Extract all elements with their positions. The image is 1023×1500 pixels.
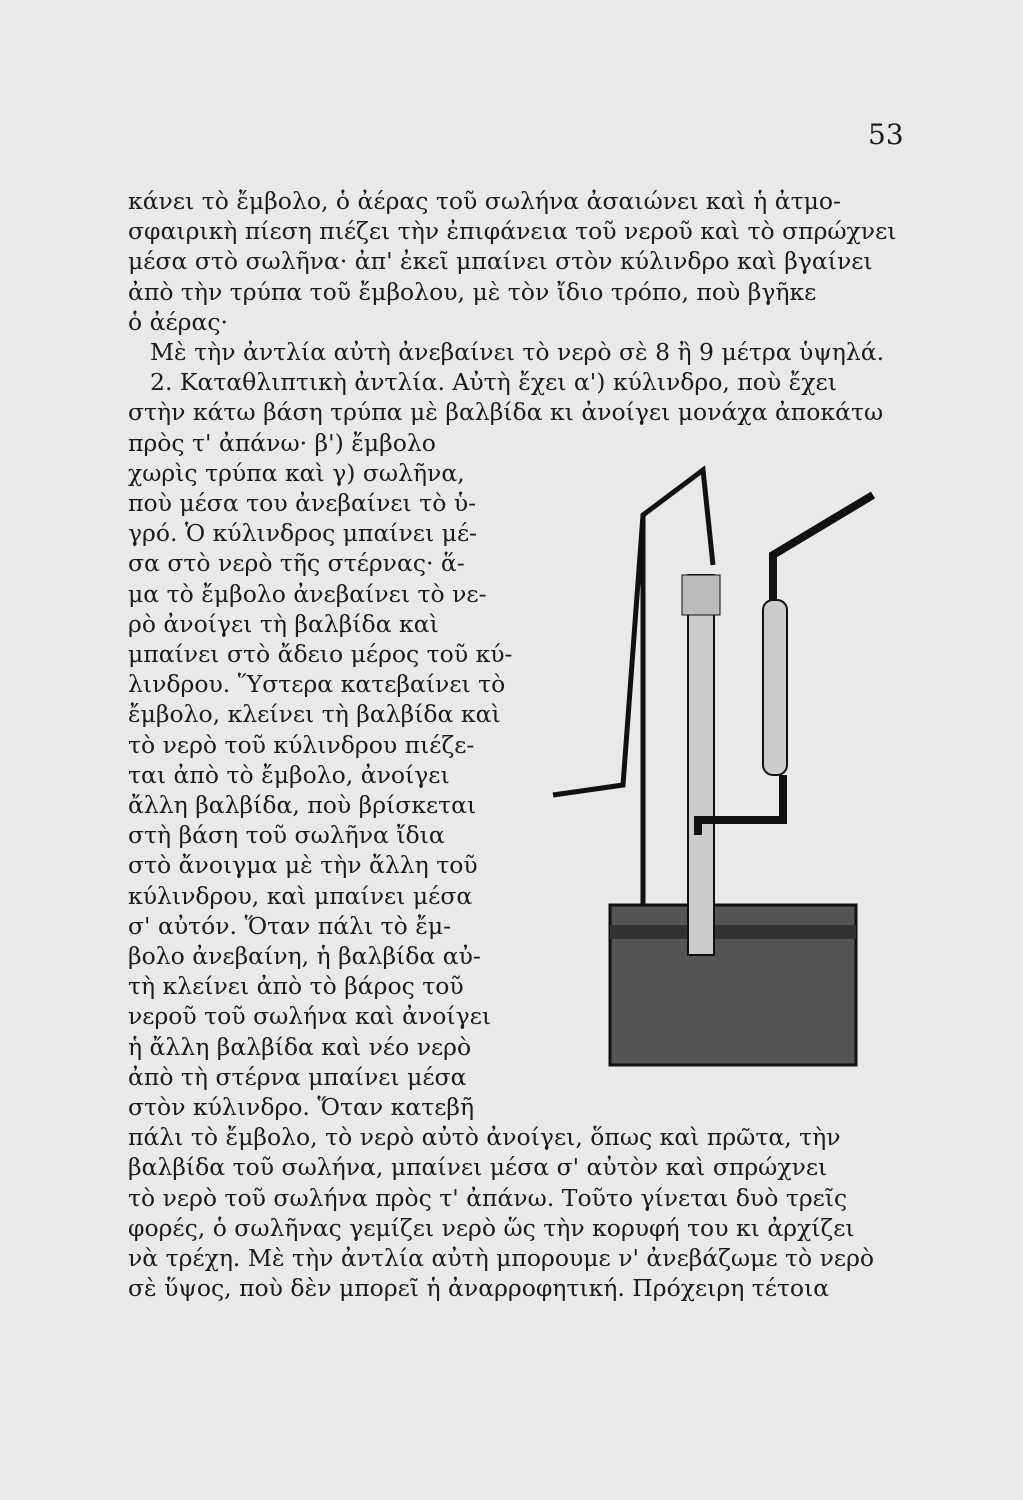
text-line: ἔμβολο, κλείνει τὴ βαλβίδα καὶ bbox=[128, 700, 501, 729]
text-line: κύλινδρου, καὶ μπαίνει μέσα bbox=[128, 881, 473, 910]
text-line: λινδρου. Ὕστερα κατεβαίνει τὸ bbox=[128, 670, 506, 699]
text-line: φορές, ὁ σωλῆνας γεμίζει νερὸ ὥς τὴν κορυφή του κι ἀρχίζει bbox=[128, 1213, 855, 1242]
text-line: στὴ βάση τοῦ σωλῆνα ἴδια bbox=[128, 821, 445, 850]
text-line: τὸ νερὸ τοῦ σωλήνα πρὸς τ' ἀπάνω. Τοῦτο γίνεται δυὸ τρεῖς bbox=[128, 1183, 848, 1212]
text-line: ται ἀπὸ τὸ ἔμβολο, ἀνοίγει bbox=[128, 760, 450, 789]
text-line: 2. Καταθλιπτικὴ ἀντλία. Αὐτὴ ἔχει α') κύλινδρο, ποὺ ἔχει bbox=[150, 368, 837, 397]
text-line: στὸ ἄνοιγμα μὲ τὴν ἄλλη τοῦ bbox=[128, 851, 478, 880]
text-line: Μὲ τὴν ἀντλία αὐτὴ ἀνεβαίνει τὸ νερὸ σὲ 8 ἢ 9 μέτρα ὑψηλά. bbox=[150, 338, 885, 366]
text-line: ἀπὸ τὴ στέρνα μπαίνει μέσα bbox=[128, 1062, 467, 1091]
text-line: χωρὶς τρύπα καὶ γ) σωλῆνα, bbox=[128, 458, 465, 487]
text-line: ποὺ μέσα του ἀνεβαίνει τὸ ὑ- bbox=[128, 489, 477, 517]
text-line: σὲ ὕψος, ποὺ δὲν μπορεῖ ἡ ἀναρροφητική. Πρόχειρη τέτοια bbox=[128, 1274, 830, 1303]
text-line: στὴν κάτω βάση τρύπα μὲ βαλβίδα κι ἀνοίγει μονάχα ἀποκάτω bbox=[128, 398, 884, 427]
text-line: τὴ κλείνει ἀπὸ τὸ βάρος τοῦ bbox=[128, 972, 464, 1001]
text-line: ὁ ἀέρας· bbox=[128, 307, 228, 336]
text-line: βολο ἀνεβαίνη, ἡ βαλβίδα αὐ- bbox=[128, 942, 481, 970]
text-line: ἀπὸ τὴν τρύπα τοῦ ἔμβολου, μὲ τὸν ἴδιο τρόπο, ποὺ βγῆκε bbox=[128, 277, 817, 306]
text-line: μέσα στὸ σωλῆνα· ἀπ' ἐκεῖ μπαίνει στὸν κύλινδρο καὶ βγαίνει bbox=[128, 247, 873, 276]
text-line: μπαίνει στὸ ἄδειο μέρος τοῦ κύ- bbox=[128, 640, 513, 668]
text-line: σα στὸ νερὸ τῆς στέρνας· ἅ- bbox=[128, 549, 465, 578]
page-number: 53 bbox=[868, 118, 904, 151]
text-line: ρὸ ἀνοίγει τὴ βαλβίδα καὶ bbox=[128, 609, 439, 638]
text-line: νεροῦ τοῦ σωλήνα καὶ ἀνοίγει bbox=[128, 1002, 492, 1031]
text-line: τὸ νερὸ τοῦ κύλινδρου πιέζε- bbox=[128, 730, 475, 759]
text-line: νὰ τρέχη. Μὲ τὴν ἀντλία αὐτὴ μπορουμε ν' ἀνεβάζωμε τὸ νερὸ bbox=[128, 1244, 875, 1272]
text-line: μα τὸ ἔμβολο ἀνεβαίνει τὸ νε- bbox=[128, 579, 487, 608]
text-line: σ' αὐτόν. Ὅταν πάλι τὸ ἔμ- bbox=[128, 911, 452, 940]
text-line: σφαιρικὴ πίεση πιέζει τὴν ἐπιφάνεια τοῦ νεροῦ καὶ τὸ σπρώχνει bbox=[128, 217, 897, 246]
text-line: ἄλλη βαλβίδα, ποὺ βρίσκεται bbox=[128, 791, 477, 819]
text-line: ἡ ἄλλη βαλβίδα καὶ νέο νερὸ bbox=[128, 1032, 472, 1061]
text-line: βαλβίδα τοῦ σωλήνα, μπαίνει μέσα σ' αὐτὸν καὶ σπρώχνει bbox=[128, 1153, 828, 1182]
force-pump-illustration bbox=[548, 455, 888, 1075]
text-line: κάνει τὸ ἔμβολο, ὁ ἀέρας τοῦ σωλήνα ἀσαιώνει καὶ ἡ ἀτμο- bbox=[128, 187, 841, 215]
text-line: πρὸς τ' ἀπάνω· β') ἔμβολο bbox=[128, 428, 436, 457]
text-line: γρό. Ὁ κύλινδρος μπαίνει μέ- bbox=[128, 519, 478, 548]
text-line: πάλι τὸ ἔμβολο, τὸ νερὸ αὐτὸ ἀνοίγει, ὅπως καὶ πρῶτα, τὴν bbox=[128, 1123, 841, 1152]
text-line: στὸν κύλινδρο. Ὅταν κατεβῆ bbox=[128, 1093, 475, 1121]
